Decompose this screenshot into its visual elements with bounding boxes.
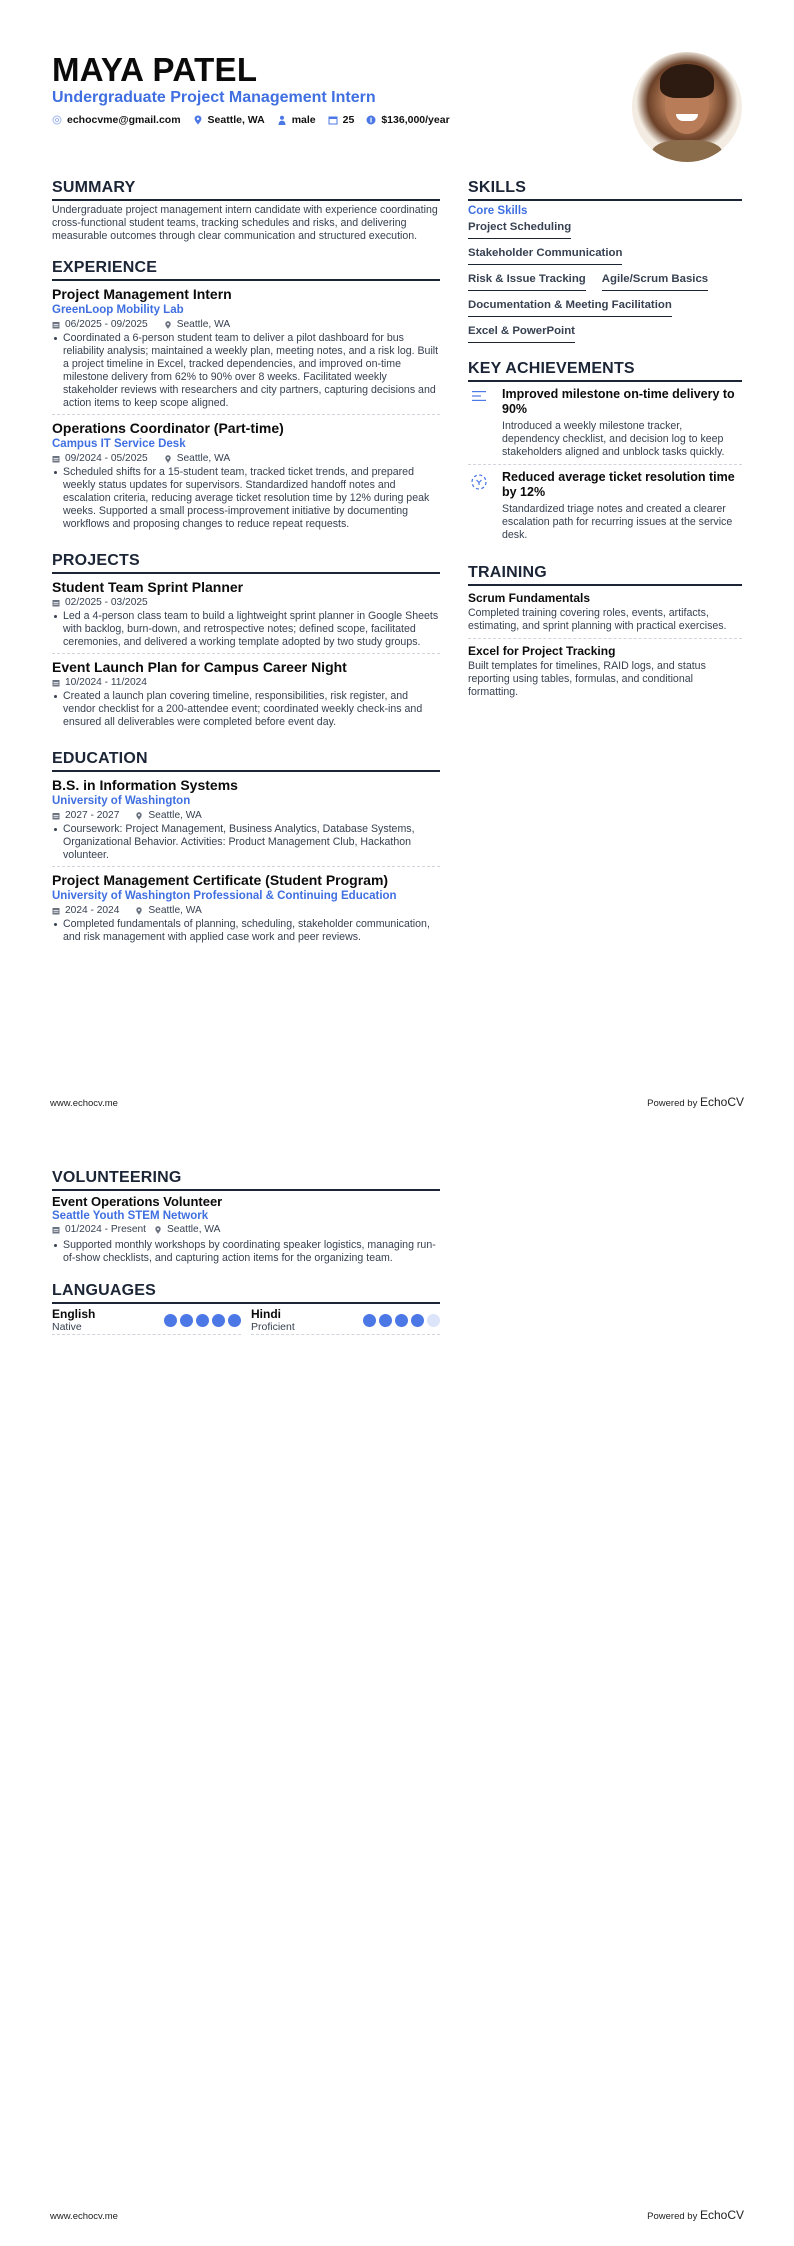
language-rating bbox=[164, 1314, 241, 1327]
resume-header bbox=[52, 52, 612, 126]
education-entry bbox=[52, 867, 440, 948]
calendar-icon bbox=[52, 321, 60, 329]
section-heading: SKILLS bbox=[468, 178, 742, 201]
candidate-title: Undergraduate Project Management Intern bbox=[52, 89, 376, 106]
section-heading: KEY ACHIEVEMENTS bbox=[468, 359, 742, 382]
summary-section bbox=[52, 178, 440, 243]
entry-meta: 06/2025 - 09/2025 Seattle, WA bbox=[52, 318, 440, 331]
target-icon bbox=[470, 473, 488, 491]
experience-section bbox=[52, 258, 440, 535]
brand-name: EchoCV bbox=[699, 1095, 744, 1109]
rating-dot-filled bbox=[212, 1314, 225, 1327]
projects-section bbox=[52, 551, 440, 733]
training-desc: Built templates for timelines, RAID logs, and status reporting using tables, formulas, and conditional formatting. bbox=[468, 660, 706, 698]
achievement-title: Improved milestone on-time delivery to 90% bbox=[502, 387, 735, 416]
job-title: Project Management Intern bbox=[52, 286, 232, 302]
languages-list bbox=[52, 1307, 440, 1335]
training-section bbox=[468, 563, 742, 704]
contact-bar bbox=[52, 114, 612, 126]
skill-tag: Risk & Issue Tracking bbox=[468, 271, 586, 291]
company-name: GreenLoop Mobility Lab bbox=[52, 304, 184, 316]
skill-tag: Project Scheduling bbox=[468, 219, 571, 239]
location-pin-icon bbox=[193, 115, 203, 125]
achievement-item bbox=[468, 382, 742, 465]
section-heading: TRAINING bbox=[468, 563, 742, 586]
achievements-section bbox=[468, 359, 742, 547]
language-item bbox=[52, 1307, 241, 1335]
powered-by: Powered by EchoCV bbox=[647, 2208, 744, 2222]
bullet-point: Scheduled shifts for a 15-student team, tracked ticket trends, and prepared weekly status updates for supervisors. Standardized handoff notes and escalation criteria, reducing average ticket resolution time by 12% during peak weeks. Supported a small process-improvement initiative by documenting workflows and proposing changes to reduce repeat requests. bbox=[52, 466, 440, 531]
rating-dot-filled bbox=[164, 1314, 177, 1327]
person-icon bbox=[277, 115, 287, 125]
training-desc: Completed training covering roles, events, artifacts, estimating, and sprint planning with practical exercises. bbox=[468, 607, 727, 632]
achievement-desc: Standardized triage notes and created a clearer escalation path for recurring issues at the service desk. bbox=[502, 503, 733, 541]
training-title: Excel for Project Tracking bbox=[468, 644, 616, 658]
contact-location: Seattle, WA bbox=[193, 114, 265, 126]
bullet-point: Coursework: Project Management, Business Analytics, Database Systems, Organizational Behavior. Activities: Product Management Club, Hackathon volunteer. bbox=[52, 823, 440, 862]
entry-meta: 02/2025 - 03/2025 bbox=[52, 596, 440, 609]
page-footer bbox=[50, 1095, 744, 1109]
summary-text: Undergraduate project management intern candidate with experience coordinating cross-functional student teams, tracking schedules and risks, and delivering measurable outcomes through clear communication and structured execution. bbox=[52, 204, 438, 242]
right-column bbox=[468, 178, 742, 720]
rating-dot-filled bbox=[228, 1314, 241, 1327]
language-item bbox=[251, 1307, 440, 1335]
bullet-point: Led a 4-person class team to build a lightweight sprint planner in Google Sheets with backlog, burn-down, and retrospective notes; defined scope, facilitated ceremonies, and delivered a working template adopted by two study groups. bbox=[52, 610, 440, 649]
organization-name: Seattle Youth STEM Network bbox=[52, 1210, 209, 1222]
calendar-icon bbox=[52, 679, 60, 687]
experience-entry bbox=[52, 415, 440, 535]
rating-dot-filled bbox=[363, 1314, 376, 1327]
achievement-item bbox=[468, 465, 742, 547]
skill-tag: Documentation & Meeting Facilitation bbox=[468, 297, 672, 317]
calendar-icon bbox=[52, 455, 60, 463]
school-name: University of Washington bbox=[52, 795, 191, 807]
skill-tag: Excel & PowerPoint bbox=[468, 323, 575, 343]
project-title: Event Launch Plan for Campus Career Night bbox=[52, 659, 347, 675]
location-pin-icon bbox=[135, 907, 143, 915]
entry-meta: 09/2024 - 05/2025 Seattle, WA bbox=[52, 452, 440, 465]
project-entry bbox=[52, 574, 440, 654]
education-entry bbox=[52, 772, 440, 867]
bullet-point: Created a launch plan covering timeline, responsibilities, risk register, and vendor checklist for a 200-attendee event; coordinated weekly check-ins and ensured all deliverables were completed before event day. bbox=[52, 690, 440, 729]
skill-tag: Stakeholder Communication bbox=[468, 245, 622, 265]
training-title: Scrum Fundamentals bbox=[468, 591, 591, 605]
volunteering-section bbox=[52, 1168, 440, 1269]
contact-gender: male bbox=[277, 114, 316, 126]
contact-age: 25 bbox=[328, 114, 355, 126]
location-pin-icon bbox=[154, 1226, 162, 1234]
contact-salary: $136,000/year bbox=[366, 114, 449, 126]
rating-dot-empty bbox=[427, 1314, 440, 1327]
school-name: University of Washington Professional & Continuing Education bbox=[52, 890, 397, 902]
skills-group-label: Core Skills bbox=[468, 205, 528, 217]
left-column bbox=[52, 1168, 440, 1351]
degree-title: B.S. in Information Systems bbox=[52, 777, 238, 793]
section-heading: EDUCATION bbox=[52, 749, 440, 772]
dollar-circle-icon bbox=[366, 115, 376, 125]
candidate-name: MAYA PATEL bbox=[52, 51, 258, 88]
skills-list bbox=[468, 219, 742, 349]
language-level: Native bbox=[52, 1321, 82, 1333]
rating-dot-filled bbox=[411, 1314, 424, 1327]
calendar-icon bbox=[52, 812, 60, 820]
language-name: Hindi bbox=[251, 1307, 281, 1321]
bullet-point: Coordinated a 6-person student team to deliver a pilot dashboard for bus reliability analysis; maintained a weekly plan, meeting notes, and a risk log. Built a project timeline in Excel, tracked dependencies, and improved on-time milestone delivery from 62% to 90% over 8 weeks. Facilitated weekly stakeholder reviews with researchers and city partners, capturing decisions and action items to keep scope aligned. bbox=[52, 332, 440, 410]
achievement-title: Reduced average ticket resolution time by 12% bbox=[502, 470, 735, 499]
bullet-point: Completed fundamentals of planning, scheduling, stakeholder communication, and risk management with applied case work and peer reviews. bbox=[52, 918, 440, 944]
section-heading: EXPERIENCE bbox=[52, 258, 440, 281]
education-section bbox=[52, 749, 440, 948]
skill-tag: Agile/Scrum Basics bbox=[602, 271, 708, 291]
calendar-icon bbox=[52, 599, 60, 607]
training-item bbox=[468, 586, 742, 639]
calendar-icon bbox=[52, 1226, 60, 1234]
brand-name: EchoCV bbox=[699, 2208, 744, 2222]
rating-dot-filled bbox=[395, 1314, 408, 1327]
language-rating bbox=[363, 1314, 440, 1327]
training-item bbox=[468, 639, 742, 704]
entry-meta: 10/2024 - 11/2024 bbox=[52, 676, 440, 689]
job-title: Operations Coordinator (Part-time) bbox=[52, 420, 284, 436]
location-pin-icon bbox=[164, 455, 172, 463]
section-heading: LANGUAGES bbox=[52, 1281, 440, 1304]
rating-dot-filled bbox=[379, 1314, 392, 1327]
skills-section bbox=[468, 178, 742, 349]
company-name: Campus IT Service Desk bbox=[52, 438, 186, 450]
at-icon bbox=[52, 115, 62, 125]
calendar-icon bbox=[328, 115, 338, 125]
location-pin-icon bbox=[135, 812, 143, 820]
project-title: Student Team Sprint Planner bbox=[52, 579, 244, 595]
section-heading: VOLUNTEERING bbox=[52, 1168, 440, 1191]
section-heading: SUMMARY bbox=[52, 178, 440, 201]
left-column bbox=[52, 178, 440, 964]
website-link[interactable]: www.echocv.me bbox=[50, 2211, 118, 2222]
contact-email[interactable]: echocvme@gmail.com bbox=[52, 114, 181, 126]
rating-dot-filled bbox=[180, 1314, 193, 1327]
role-title: Event Operations Volunteer bbox=[52, 1194, 223, 1209]
website-link[interactable]: www.echocv.me bbox=[50, 1098, 118, 1109]
bullet-point: Supported monthly workshops by coordinating speaker logistics, managing run-of-show checklists, and capturing action items for the organizing team. bbox=[52, 1239, 440, 1265]
location-pin-icon bbox=[164, 321, 172, 329]
powered-by: Powered by EchoCV bbox=[647, 1095, 744, 1109]
entry-meta: 01/2024 - Present Seattle, WA bbox=[52, 1223, 440, 1236]
degree-title: Project Management Certificate (Student Program) bbox=[52, 872, 389, 888]
calendar-icon bbox=[52, 907, 60, 915]
volunteer-entry bbox=[52, 1191, 440, 1269]
experience-entry bbox=[52, 281, 440, 415]
project-entry bbox=[52, 654, 440, 733]
entry-meta: 2024 - 2024 Seattle, WA bbox=[52, 904, 440, 917]
profile-photo bbox=[632, 52, 742, 162]
lines-icon bbox=[471, 390, 487, 402]
page-footer bbox=[50, 2208, 744, 2222]
languages-section bbox=[52, 1281, 440, 1335]
resume-page-2 bbox=[0, 1123, 794, 2246]
entry-meta: 2027 - 2027 Seattle, WA bbox=[52, 809, 440, 822]
rating-dot-filled bbox=[196, 1314, 209, 1327]
language-name: English bbox=[52, 1307, 96, 1321]
section-heading: PROJECTS bbox=[52, 551, 440, 574]
language-level: Proficient bbox=[251, 1321, 295, 1333]
achievement-desc: Introduced a weekly milestone tracker, dependency checklist, and decision log to keep stakeholders aligned and unblock tasks quickly. bbox=[502, 420, 725, 458]
